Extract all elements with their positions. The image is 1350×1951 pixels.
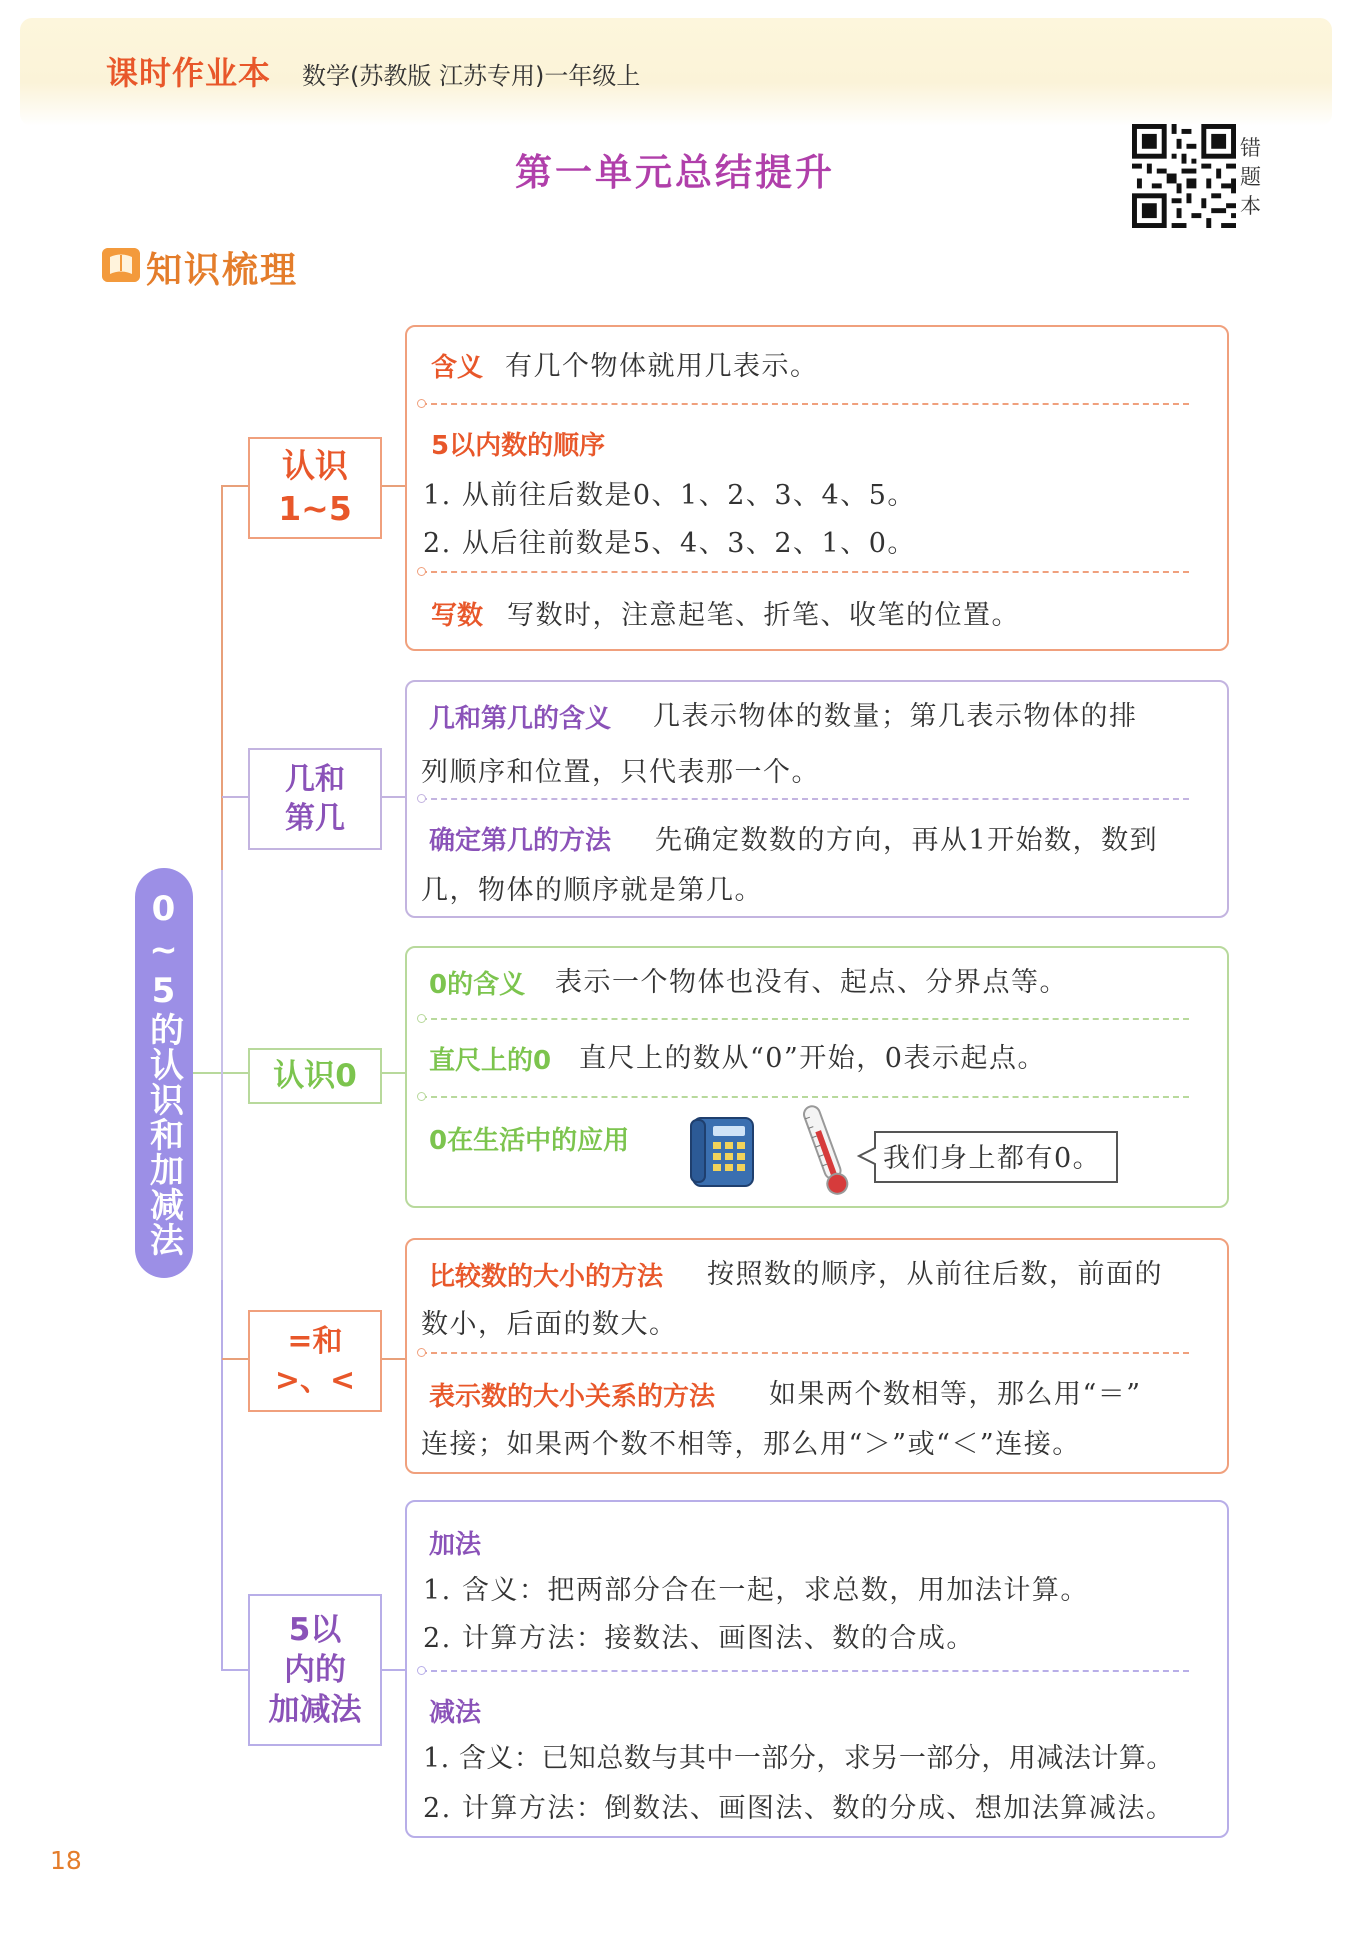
divider [421, 1096, 1189, 1098]
addition-line-1: 1. 含义：把两部分合在一起，求总数，用加法计算。 [423, 1575, 1089, 1606]
zero-meaning-key: 0的含义 [429, 970, 526, 1000]
qr-label: 错题本 [1240, 136, 1261, 218]
box-compare [405, 1238, 1229, 1474]
ordinal-method-key: 确定第几的方法 [429, 826, 612, 856]
zero-life-key: 0在生活中的应用 [429, 1126, 630, 1156]
category-line: 第几 [285, 801, 345, 836]
write-key: 写数 [431, 601, 484, 631]
brand-title: 课时作业本 [106, 54, 272, 92]
addition-line-2: 2. 计算方法：接数法、画图法、数的合成。 [423, 1623, 975, 1654]
category-line: 加减法 [268, 1692, 362, 1729]
category-line: 认识0 [273, 1057, 357, 1094]
category-compare [248, 1310, 382, 1412]
box-recognize-0 [405, 946, 1229, 1208]
category-line: 几和 [285, 762, 345, 797]
meaning-key: 含义 [431, 353, 484, 383]
divider [421, 571, 1189, 573]
compare-method-key: 比较数的大小的方法 [429, 1262, 664, 1292]
category-line: =和 [287, 1324, 343, 1359]
subtraction-key: 减法 [429, 1698, 482, 1728]
ruler-zero-key: 直尺上的0 [429, 1046, 552, 1076]
section-title: 知识梳理 [146, 250, 299, 291]
box-recognize-1-5 [405, 325, 1229, 651]
ruler-zero-text: 直尺上的数从“0”开始，0表示起点。 [579, 1043, 1046, 1074]
category-line: 认识 [282, 446, 348, 486]
ordinal-meaning-text-2: 列顺序和位置，只代表那一个。 [421, 757, 820, 788]
divider [421, 798, 1189, 800]
category-line: 5以 [288, 1611, 342, 1648]
compare-method-text-1: 按照数的顺序，从前往后数，前面的 [707, 1259, 1163, 1290]
telephone-icon [687, 1114, 759, 1190]
write-text: 写数时，注意起笔、折笔、收笔的位置。 [507, 600, 1020, 631]
order-key: 5以内数的顺序 [431, 431, 606, 461]
relation-method-text-2: 连接；如果两个数不相等，那么用“＞”或“＜”连接。 [421, 1429, 1081, 1460]
divider [421, 1670, 1189, 1672]
order-line-1: 1. 从前往后数是0、1、2、3、4、5。 [423, 480, 916, 511]
ordinal-method-text-2: 几，物体的顺序就是第几。 [421, 875, 763, 906]
central-topic: 0~5的认识和加减法 [135, 868, 193, 1278]
category-recognize-0 [248, 1048, 382, 1104]
unit-title: 第一单元总结提升 [515, 151, 835, 194]
addition-key: 加法 [429, 1530, 482, 1560]
ordinal-meaning-key: 几和第几的含义 [429, 704, 612, 734]
subtraction-line-2: 2. 计算方法：倒数法、画图法、数的分成、想加法算减法。 [423, 1793, 1175, 1824]
compare-method-text-2: 数小，后面的数大。 [421, 1309, 678, 1340]
box-ordinal [405, 680, 1229, 918]
divider [421, 1018, 1189, 1020]
category-ordinal [248, 748, 382, 850]
category-line: 1~5 [278, 489, 352, 528]
page-number: 18 [50, 1846, 82, 1875]
thermometer-icon [795, 1100, 855, 1200]
relation-method-key: 表示数的大小关系的方法 [429, 1382, 716, 1412]
meaning-text: 有几个物体就用几表示。 [505, 351, 819, 382]
divider [421, 1352, 1189, 1354]
divider [421, 403, 1189, 405]
subject-title: 数学(苏教版 江苏专用)一年级上 [302, 62, 641, 90]
relation-method-text-1: 如果两个数相等，那么用“＝” [769, 1379, 1142, 1410]
zero-meaning-text: 表示一个物体也没有、起点、分界点等。 [555, 967, 1068, 998]
category-add-subtract [248, 1594, 382, 1746]
category-recognize-1-5 [248, 437, 382, 539]
order-line-2: 2. 从后往前数是5、4、3、2、1、0。 [423, 528, 916, 559]
box-add-subtract [405, 1500, 1229, 1838]
ordinal-method-text-1: 先确定数数的方向，再从1开始数，数到 [655, 825, 1159, 856]
speech-bubble-text: 我们身上都有0。 [883, 1143, 1102, 1174]
subtraction-line-1: 1. 含义：已知总数与其中一部分，求另一部分，用减法计算。 [423, 1743, 1174, 1774]
category-line: >、< [274, 1363, 356, 1398]
ordinal-meaning-text-1: 几表示物体的数量；第几表示物体的排 [653, 701, 1138, 732]
category-line: 内的 [284, 1651, 346, 1688]
